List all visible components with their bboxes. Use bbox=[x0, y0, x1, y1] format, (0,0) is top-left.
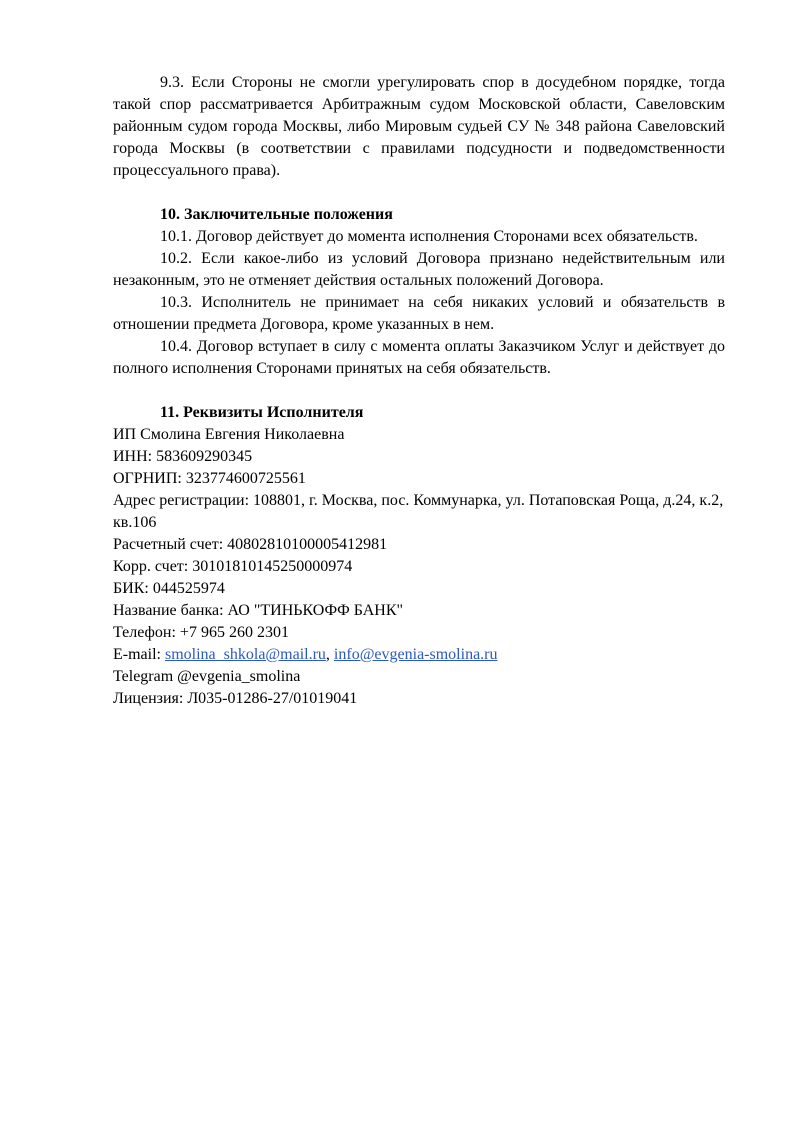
email-separator: , bbox=[325, 646, 330, 663]
section-gap bbox=[113, 182, 725, 204]
section-10-heading: 10. Заключительные положения bbox=[160, 206, 393, 223]
requisite-license: Лицензия: Л035-01286-27/01019041 bbox=[113, 690, 358, 707]
clause-10-4: 10.4. Договор вступает в силу с момента оплаты Заказчиком Услуг и действует до полного исполнения Сторонами принятых на себя обязательств. bbox=[113, 338, 725, 377]
email-label: E-mail: bbox=[113, 646, 161, 663]
section-11-heading: 11. Реквизиты Исполнителя bbox=[160, 404, 364, 421]
section-gap bbox=[113, 380, 725, 402]
requisite-telegram: Telegram @evgenia_smolina bbox=[113, 668, 301, 685]
clause-10-2: 10.2. Если какое-либо из условий Договора признано недействительным или незаконным, это не отменяет действия остальных положений Договора. bbox=[113, 250, 725, 289]
clause-9-3: 9.3. Если Стороны не смогли урегулировать спор в досудебном порядке, тогда такой спор рассматривается Арбитражным судом Московской области, Савеловским районным судом города Москвы, либо Мировым судьей СУ № 348 района Савеловский города Москвы (в соответствии с правилами подсудности и подведомственности процессуального права). bbox=[113, 74, 725, 179]
document-content bbox=[113, 72, 725, 710]
requisite-bik: БИК: 044525974 bbox=[113, 580, 225, 597]
requisite-bank-name: Название банка: АО "ТИНЬКОФФ БАНК" bbox=[113, 602, 404, 619]
email-link-secondary[interactable]: info@evgenia-smolina.ru bbox=[333, 646, 498, 663]
requisite-address: Адрес регистрации: 108801, г. Москва, пос. Коммунарка, ул. Потаповская Роща, д.24, к.2, кв.106 bbox=[113, 492, 724, 531]
email-link-primary[interactable]: smolina_shkola@mail.ru bbox=[164, 646, 326, 663]
requisite-settlement-account: Расчетный счет: 40802810100005412981 bbox=[113, 536, 388, 553]
requisite-ogrnip: ОГРНИП: 323774600725561 bbox=[113, 470, 306, 487]
requisite-email-line bbox=[113, 644, 725, 666]
requisite-corr-account: Корр. счет: 30101810145250000974 bbox=[113, 558, 353, 575]
requisite-inn: ИНН: 583609290345 bbox=[113, 448, 253, 465]
clause-10-1: 10.1. Договор действует до момента исполнения Сторонами всех обязательств. bbox=[160, 228, 698, 245]
requisite-phone: Телефон: +7 965 260 2301 bbox=[113, 624, 289, 641]
clause-10-3: 10.3. Исполнитель не принимает на себя никаких условий и обязательств в отношении предмета Договора, кроме указанных в нем. bbox=[113, 294, 725, 333]
requisite-company-name: ИП Смолина Евгения Николаевна bbox=[113, 426, 345, 443]
